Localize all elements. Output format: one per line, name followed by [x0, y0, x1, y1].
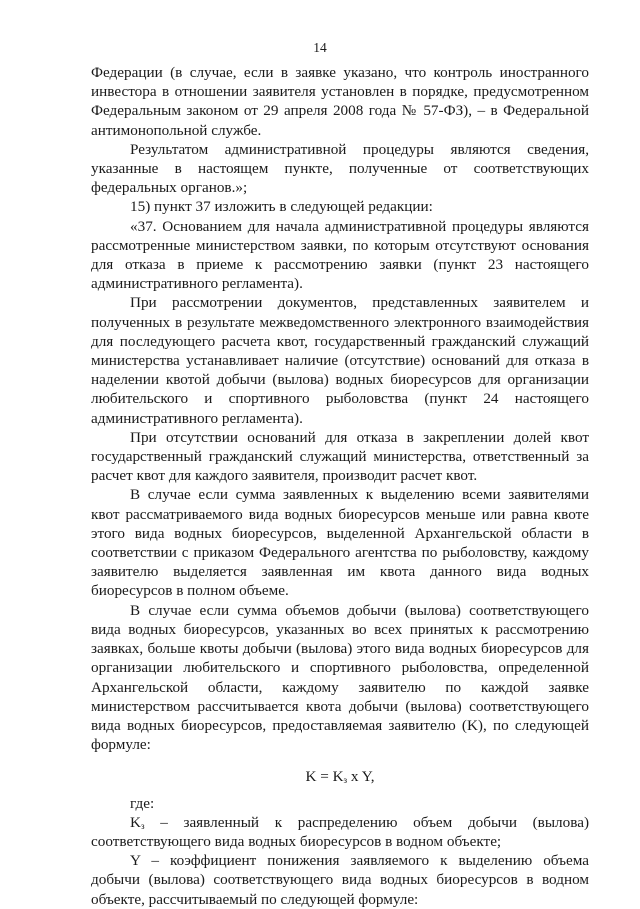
formula-subscript: з: [343, 775, 348, 786]
definition-kz: [91, 813, 589, 851]
paragraph-sum-less-or-equal: В случае если сумма заявленных к выделению всеми заявителями квот рассматриваемого вида водных биоресурсов меньше или равна квоте этого вида водных биоресурсов, выделенной Архангельской области в соответствии с приказом Федерального агентства по рыболовству, каждому заявителю выделяется заявленная им квота данного вида водных биоресурсов в полном объеме.: [91, 486, 589, 600]
page-number: 14: [313, 40, 327, 55]
formula-rhs: x Y,: [347, 768, 375, 786]
paragraph-fas: Федерации (в случае, если в заявке указано, что контроль иностранного инвестора в отношении заявителя установлен в порядке, предусмотренном Федеральным законом от 29 апреля 2008 года № 57-ФЗ), – в Федеральной антимонопольной службе.: [91, 64, 589, 139]
definition-kz-symbol: K: [130, 813, 141, 831]
definition-kz-subscript: з: [140, 820, 145, 831]
formula-k: [91, 767, 589, 786]
definition-y: Y – коэффициент понижения заявляемого к выделению объема добычи (вылова) соответствующего вида водных биоресурсов в водном объекте, рассчитываемый по следующей формуле:: [91, 852, 589, 908]
paragraph-no-grounds: При отсутствии оснований для отказа в закреплении долей квот государственный гражданский служащий министерства, ответственный за расчет квот для каждого заявителя, производит расчет квот.: [91, 428, 589, 485]
paragraph-sum-greater: В случае если сумма объемов добычи (вылова) соответствующего вида водных биоресурсов, указанных во всех принятых к рассмотрению заявках, больше квоты добычи (вылова) этого вида водных биоресурсов для организации любительского и спортивного рыболовства, определенной Архангельской области, каждому заявителю по каждой заявке министерством рассчитывается квота добычи (вылова) соответствующего вида водных биоресурсов, предоставляемая заявителю (K), по следующей формуле:: [91, 601, 589, 754]
paragraph-review-documents: При рассмотрении документов, представленных заявителем и полученных в результате межведомственного электронного взаимодействия для последующего расчета квот, государственный гражданский служащий министерства устанавливает наличие (отсутствие) оснований для отказа в наделении квотой добычи (вылова) водных биоресурсов для организации любительского и спортивного рыболовства (пункт 24 настоящего административного регламента).: [91, 294, 589, 427]
where-label: где:: [130, 794, 155, 812]
paragraph-result: Результатом административной процедуры являются сведения, указанные в настоящем пункте, полученные от соответствующих федеральных органов.»;: [91, 140, 589, 197]
paragraph-item-15: 15) пункт 37 изложить в следующей редакции:: [130, 198, 433, 216]
paragraph-point-37: «37. Основанием для начала административной процедуры являются рассмотренные министерством заявки, по которым отсутствуют основания для отказа в приеме к рассмотрению заявки (пункт 23 настоящего административного регламента).: [91, 217, 589, 293]
formula-lhs: K = K: [305, 768, 344, 786]
document-body: [91, 63, 589, 909]
definition-kz-text: – заявленный к распределению объем добычи (вылова) соответствующего вида водных биоресурсов в водном объекте;: [91, 813, 589, 850]
